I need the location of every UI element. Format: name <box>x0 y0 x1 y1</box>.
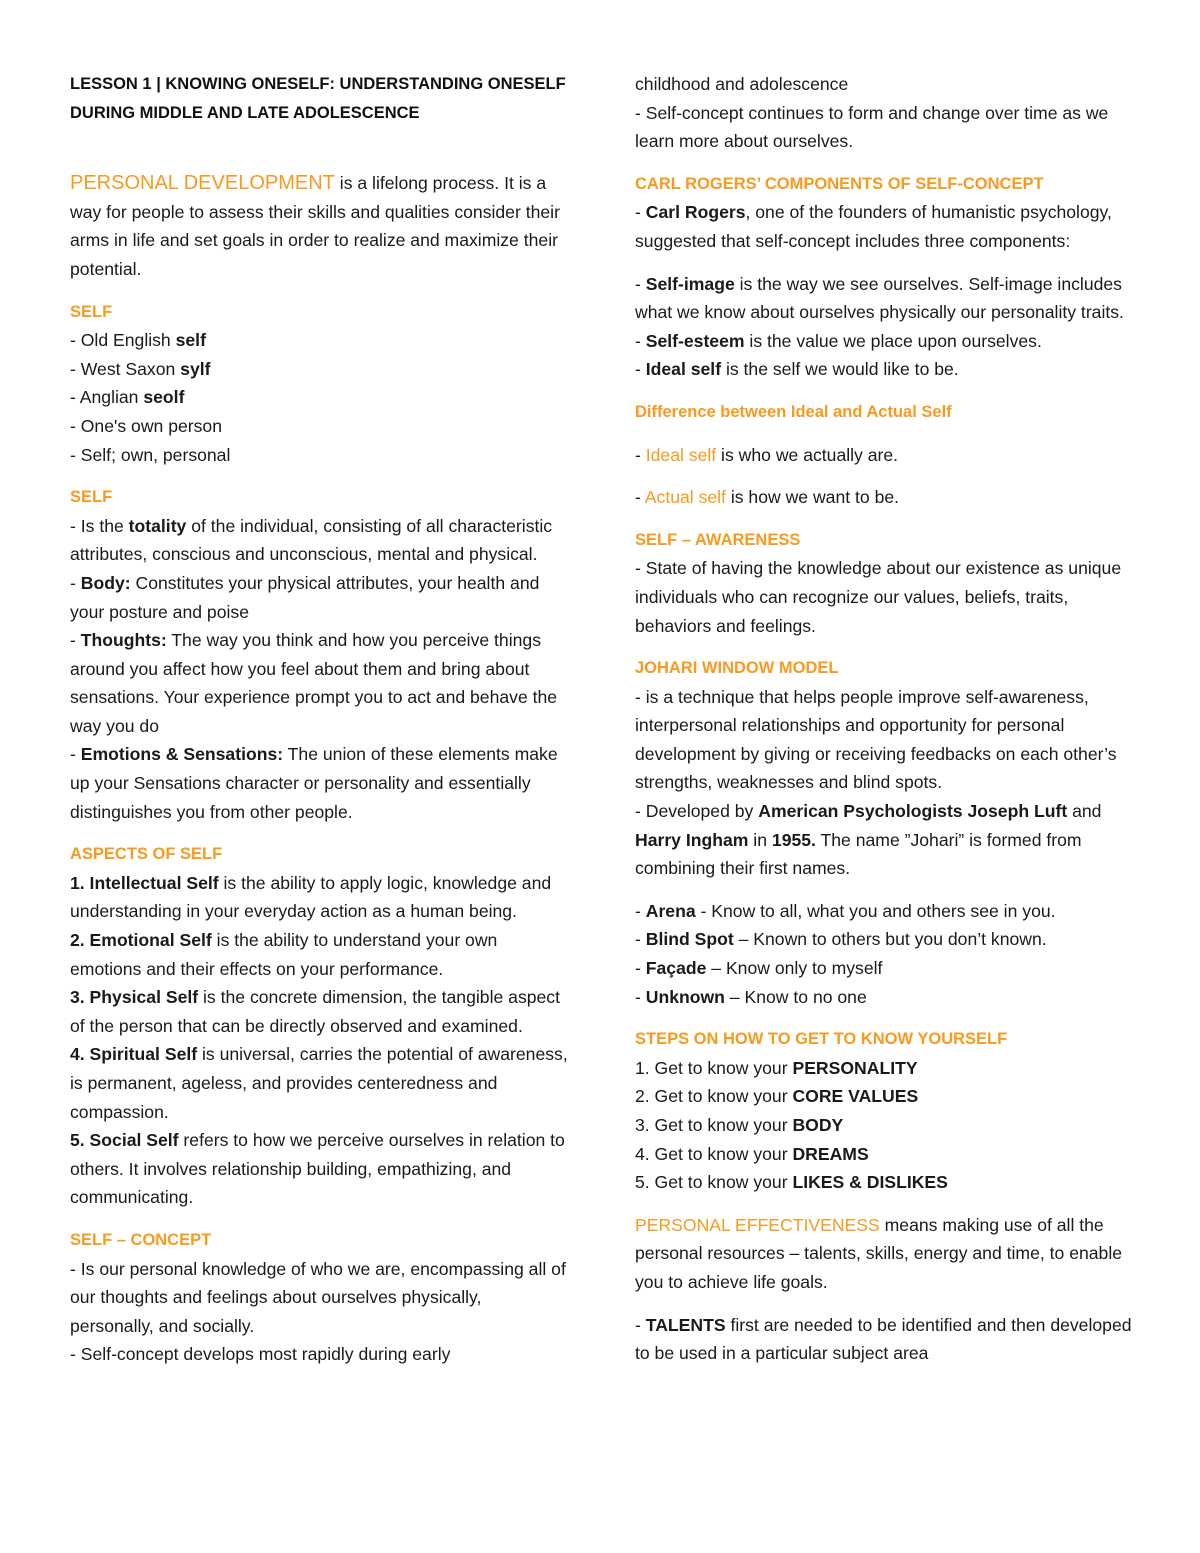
johari-quadrants-list <box>635 897 1140 1011</box>
list-item: 4. Spiritual Self is universal, carries the potential of awareness, is permanent, ageless, and provides centeredness and compassion. <box>70 1044 568 1122</box>
list-item: 1. Get to know your PERSONALITY <box>635 1057 918 1078</box>
list-item: - Is our personal knowledge of who we are, encompassing all of our thoughts and feelings about ourselves physically, personally, and socially. <box>70 1258 566 1336</box>
self-heading-2: SELF <box>70 488 113 507</box>
list-item: - West Saxon sylf <box>70 358 211 379</box>
list-item: 4. Get to know your DREAMS <box>635 1143 869 1164</box>
rogers-components-list <box>635 270 1140 384</box>
list-item: - Blind Spot – Known to others but you don’t known. <box>635 929 1047 950</box>
johari-developers: - Developed by American Psychologists Joseph Luft and Harry Ingham in 1955. The name ”Johari” is formed from combining their first names. <box>635 801 1102 879</box>
list-item: - Is the totality of the individual, consisting of all characteristic attributes, conscious and unconscious, mental and physical. <box>70 515 553 565</box>
personal-effectiveness-term: PERSONAL EFFECTIVENESS <box>635 1214 880 1235</box>
self-etymology-list <box>70 326 570 469</box>
list-item: - Body: Constitutes your physical attributes, your health and your posture and poise <box>70 572 540 622</box>
aspects-heading: ASPECTS OF SELF <box>70 845 223 864</box>
list-item: - Emotions & Sensations: The union of these elements make up your Sensations character or personality and essentially distinguishes you from other people. <box>70 744 558 822</box>
list-item: - Façade – Know only to myself <box>635 958 883 979</box>
johari-text: - is a technique that helps people improve self-awareness, interpersonal relationships and opportunity for personal development by giving or receiving feedbacks on each other’s strengths, weaknesses and blind spots. <box>635 686 1117 793</box>
lesson-title: LESSON 1 | KNOWING ONESELF: UNDERSTANDING ONESELF DURING MIDDLE AND LATE ADOLESCENCE <box>70 75 566 122</box>
aspects-list <box>70 869 570 1212</box>
list-item: 1. Intellectual Self is the ability to apply logic, knowledge and understanding in your everyday action as a human being. <box>70 872 552 922</box>
talents-paragraph: - TALENTS first are needed to be identified and then developed to be used in a particular subject area <box>635 1314 1132 1364</box>
left-column <box>70 70 570 1369</box>
rogers-intro: - Carl Rogers, one of the founders of humanistic psychology, suggested that self-concept includes three components: <box>635 202 1112 251</box>
self-concept-heading: SELF – CONCEPT <box>70 1230 212 1249</box>
personal-effectiveness-paragraph: PERSONAL EFFECTIVENESS means making use of all the personal resources – talents, skills, energy and time, to enable you to achieve life goals. <box>635 1214 1123 1292</box>
self-concept-continued <box>635 70 1140 156</box>
self-awareness-text: - State of having the knowledge about our existence as unique individuals who can recognize our values, beliefs, traits, behaviors and feelings. <box>635 558 1122 636</box>
list-item: - Self; own, personal <box>70 444 231 465</box>
self-awareness-heading: SELF – AWARENESS <box>635 530 801 549</box>
list-item: 3. Get to know your BODY <box>635 1115 844 1135</box>
list-item: 3. Physical Self is the concrete dimension, the tangible aspect of the person that can be directly observed and examined. <box>70 987 560 1036</box>
list-item: - Self-image is the way we see ourselves. Self-image includes what we know about ourselves physically our personality traits. <box>635 273 1124 323</box>
self-heading-1: SELF <box>70 302 113 321</box>
list-item: - Anglian seolf <box>70 387 185 408</box>
list-item: childhood and adolescence <box>635 74 849 94</box>
self-definition-list <box>70 512 570 827</box>
list-item: - Self-concept continues to form and change over time as we learn more about ourselves. <box>635 102 1109 152</box>
personal-development-paragraph <box>70 169 570 283</box>
self-concept-list <box>70 1255 570 1369</box>
list-item: - Ideal self is the self we would like to be. <box>635 359 959 380</box>
list-item: - Unknown – Know to no one <box>635 986 867 1007</box>
list-item: - Ideal self is who we actually are. <box>635 444 899 465</box>
right-column <box>635 70 1140 1368</box>
list-item: - Actual self is how we want to be. <box>635 487 900 508</box>
list-item: 2. Get to know your CORE VALUES <box>635 1086 919 1107</box>
list-item: 5. Social Self refers to how we perceive ourselves in relation to others. It involves relationship building, empathizing, and communicating. <box>70 1130 565 1208</box>
list-item: 5. Get to know your LIKES & DISLIKES <box>635 1172 948 1193</box>
rogers-heading: CARL ROGERS’ COMPONENTS OF SELF-CONCEPT <box>635 174 1044 193</box>
list-item: - Self-concept develops most rapidly during early <box>70 1344 451 1365</box>
list-item: - One's own person <box>70 415 223 436</box>
list-item: - Old English self <box>70 330 206 351</box>
johari-heading: JOHARI WINDOW MODEL <box>635 659 839 678</box>
steps-heading: STEPS ON HOW TO GET TO KNOW YOURSELF <box>635 1030 1008 1049</box>
list-item: - Thoughts: The way you think and how you perceive things around you affect how you feel about them and bring about sensations. Your experience prompt you to act and behave the way you do <box>70 630 558 736</box>
difference-heading: Difference between Ideal and Actual Self <box>635 402 952 421</box>
personal-development-text: is a lifelong process. It is a way for people to assess their skills and qualities consider their arms in life and set goals in order to realize and maximize their potential. <box>70 173 560 279</box>
list-item: - Arena - Know to all, what you and others see in you. <box>635 900 1056 921</box>
personal-development-term: PERSONAL DEVELOPMENT <box>70 172 335 195</box>
list-item: 2. Emotional Self is the ability to understand your own emotions and their effects on your performance. <box>70 930 498 979</box>
steps-list <box>635 1054 1140 1197</box>
list-item: - Self-esteem is the value we place upon ourselves. <box>635 330 1042 351</box>
